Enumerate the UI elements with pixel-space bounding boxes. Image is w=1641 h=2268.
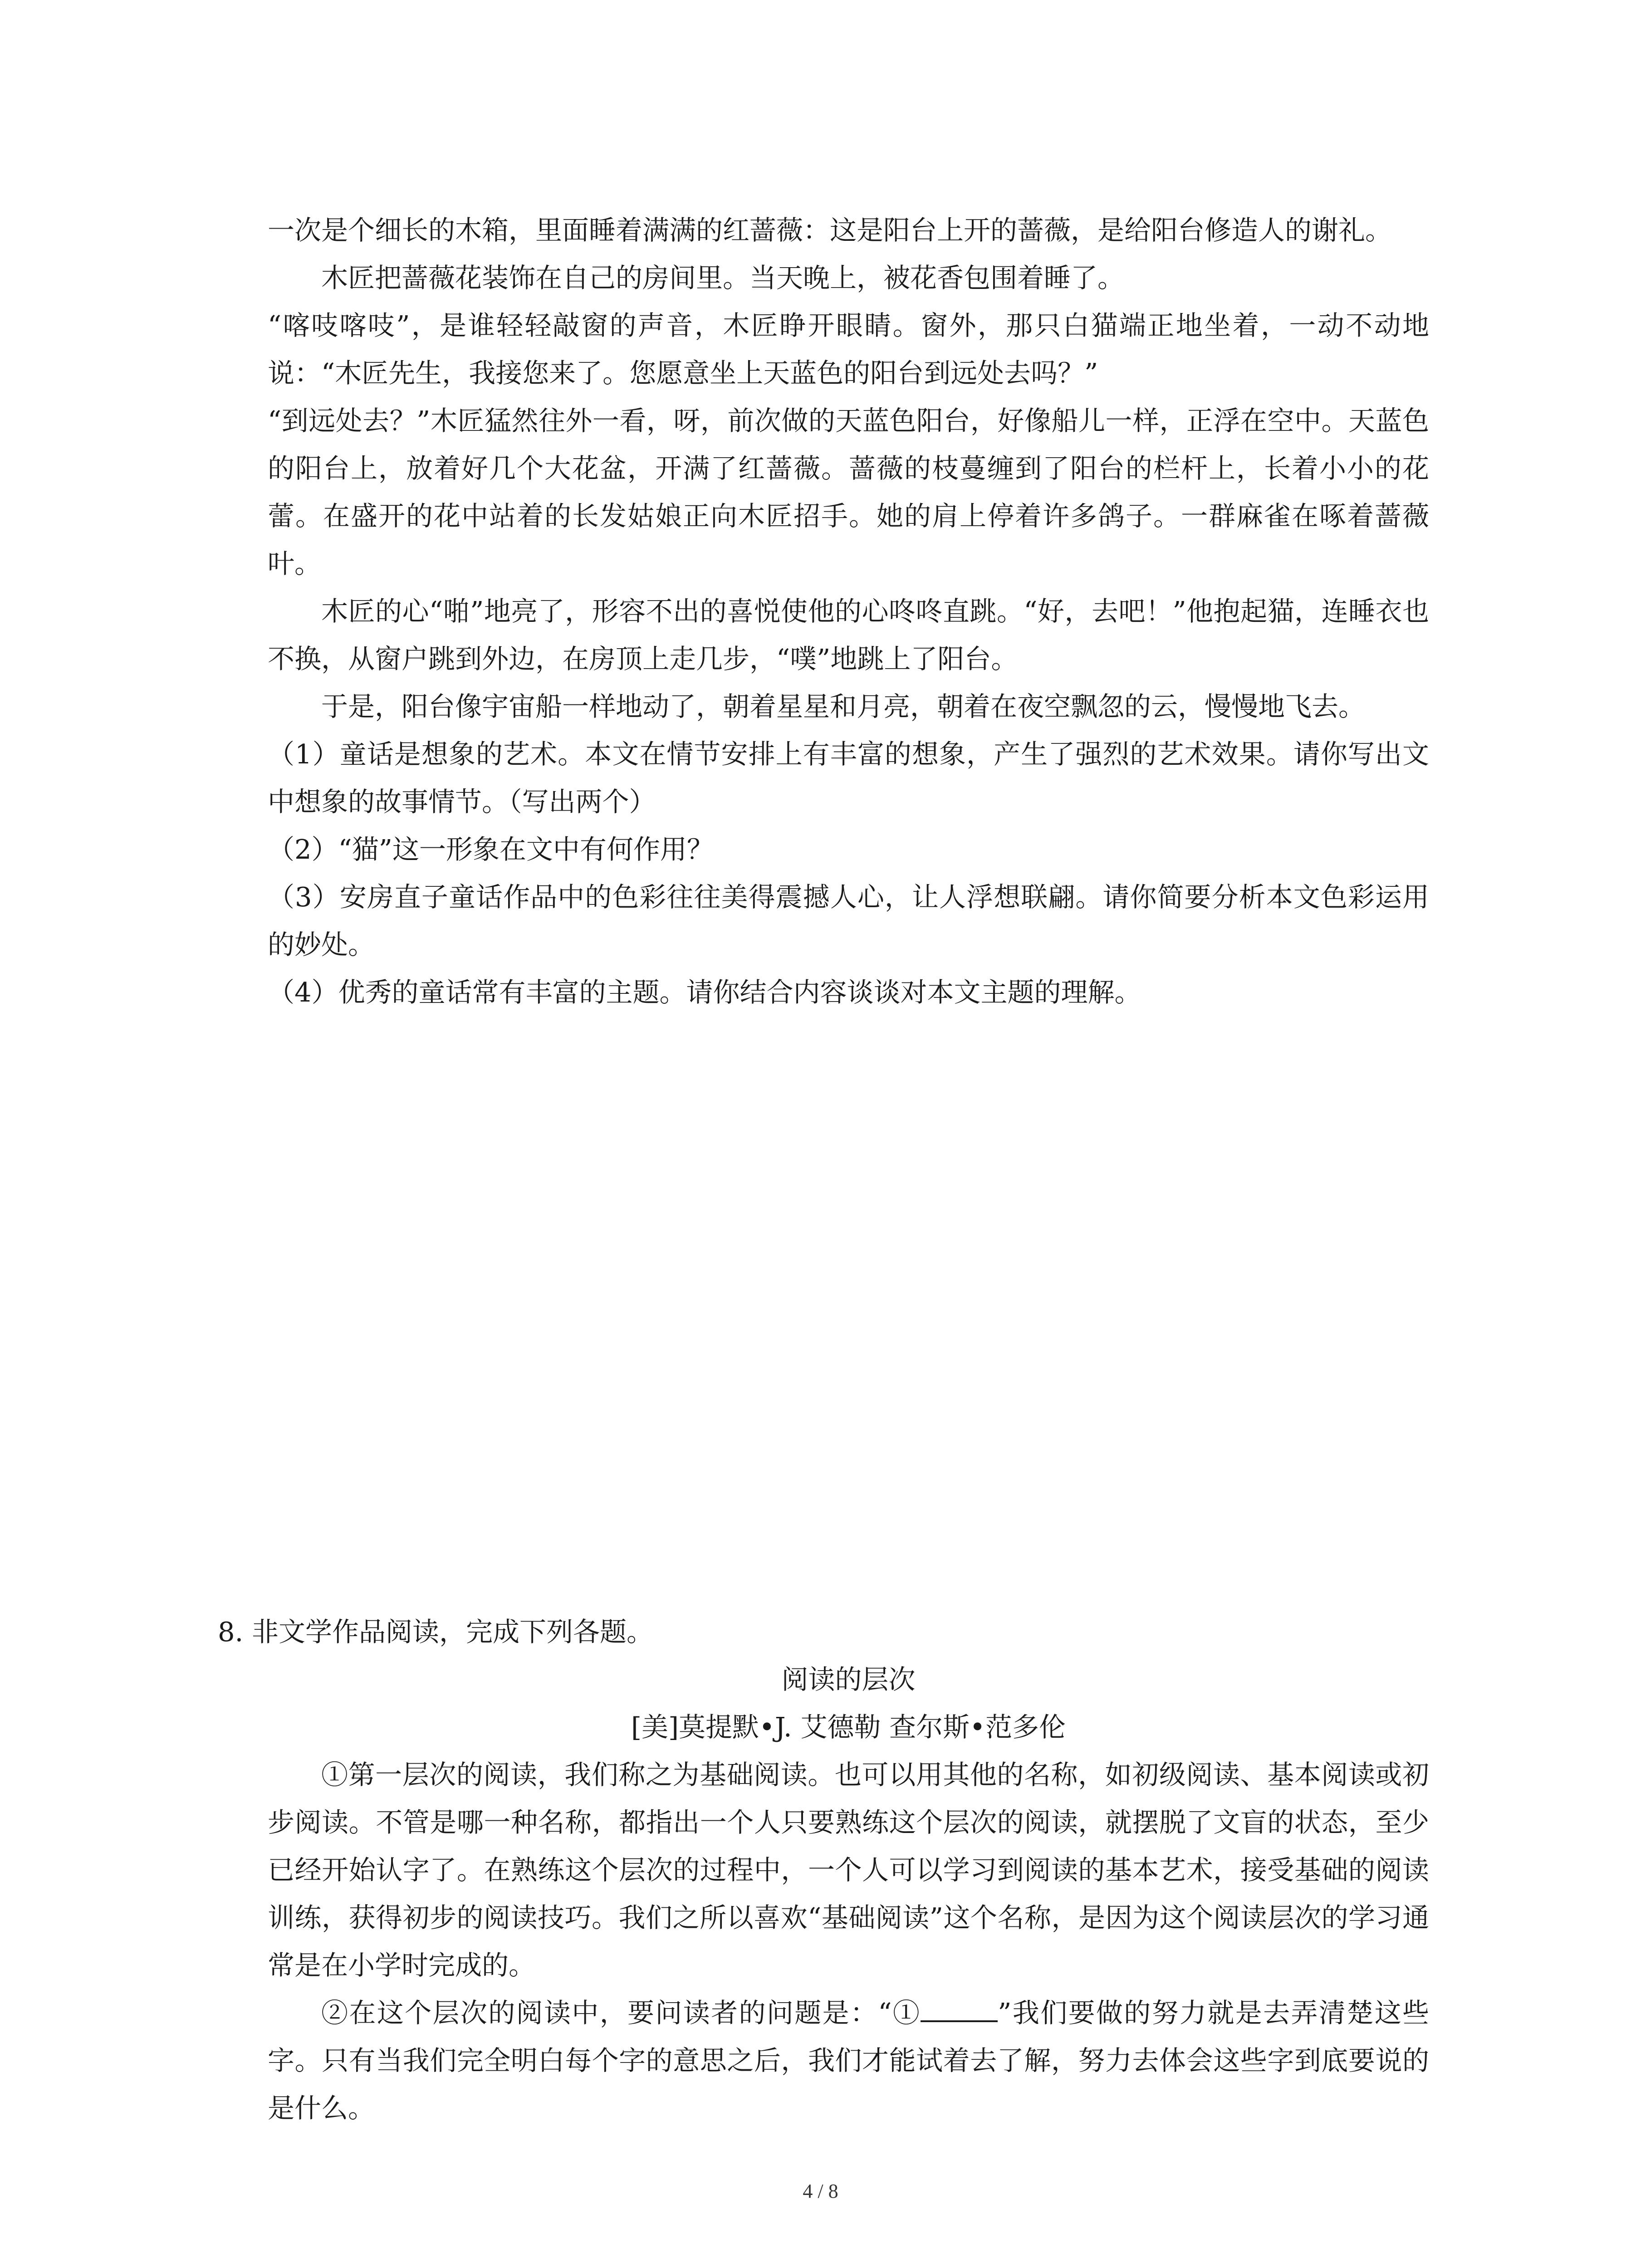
article-paragraph-1: ①第一层次的阅读，我们称之为基础阅读。也可以用其他的名称，如初级阅读、基本阅读或初步阅读。不管是哪一种名称，都指出一个人只要熟练这个层次的阅读，就摆脱了文盲的状态，至少已经开始认字了。在熟练这个层次的过程中，一个人可以学习到阅读的基本艺术，接受基础的阅读训练，获得初步的阅读技巧。我们之所以喜欢“基础阅读”这个名称，是因为这个阅读层次的学习通常是在小学时完成的。 bbox=[268, 1759, 1429, 1981]
question-3: （3）安房直子童话作品中的色彩往往美得震撼人心，让人浮想联翩。请你简要分析本文色彩运用的妙处。 bbox=[268, 881, 1429, 960]
question-8-heading: 8. 非文学作品阅读，完成下列各题。 bbox=[218, 1616, 654, 1647]
answer-blank-1[interactable] bbox=[921, 1994, 998, 2022]
story-paragraph-2: 木匠把蔷薇花装饰在自己的房间里。当天晚上，被花香包围着睡了。 bbox=[321, 262, 1125, 293]
article-title: 阅读的层次 bbox=[781, 1664, 916, 1695]
article-paragraph-2 bbox=[268, 1989, 1429, 2132]
story-paragraph-4: “到远处去？”木匠猛然往外一看，呀，前次做的天蓝色阳台，好像船儿一样，正浮在空中。天蓝色的阳台上，放着好几个大花盆，开满了红蔷薇。蔷薇的枝蔓缠到了阳台的栏杆上，长着小小的花蕾。在盛开的花中站着的长发姑娘正向木匠招手。她的肩上停着许多鸽子。一群麻雀在啄着蔷薇叶。 bbox=[268, 405, 1429, 579]
page-number: 4 / 8 bbox=[803, 2180, 838, 2202]
story-paragraph-1: 一次是个细长的木箱，里面睡着满满的红蔷薇：这是阳台上开的蔷薇，是给阳台修造人的谢礼。 bbox=[268, 215, 1392, 246]
paragraph-2-rest: ”我们要做的努力就是去弄清楚这些字。只有当我们完全明白每个字的意思之后，我们才能试着去了解，努力去体会这些字到底要说的是什么。 bbox=[268, 1997, 1429, 2124]
paragraph-2-lead: ②在这个层次的阅读中，要问读者的问题是：“① bbox=[321, 1997, 921, 2028]
article-author: [美]莫提默•J. 艾德勒 查尔斯•范多伦 bbox=[631, 1711, 1066, 1743]
question-8-section bbox=[218, 1608, 1429, 2132]
question-4: （4）优秀的童话常有丰富的主题。请你结合内容谈谈对本文主题的理解。 bbox=[268, 977, 1141, 1008]
question-1: （1）童话是想象的艺术。本文在情节安排上有丰富的想象，产生了强烈的艺术效果。请你写出文中想象的故事情节。（写出两个） bbox=[268, 738, 1429, 817]
story-paragraph-6: 于是，阳台像宇宙船一样地动了，朝着星星和月亮，朝着在夜空飘忽的云，慢慢地飞去。 bbox=[321, 691, 1366, 722]
question-2: （2）“猫”这一形象在文中有何作用？ bbox=[268, 834, 714, 865]
story-paragraph-5: 木匠的心“啪”地亮了，形容不出的喜悦使他的心咚咚直跳。“好，去吧！”他抱起猫，连睡衣也不换，从窗户跳到外边，在房顶上走几步，“噗”地跳上了阳台。 bbox=[268, 596, 1429, 675]
story-paragraph-3: “喀吱喀吱”，是谁轻轻敲窗的声音，木匠睁开眼睛。窗外，那只白猫端正地坐着，一动不动地说：“木匠先生，我接您来了。您愿意坐上天蓝色的阳台到远处去吗？” bbox=[268, 310, 1429, 389]
story-passage bbox=[268, 206, 1429, 1016]
